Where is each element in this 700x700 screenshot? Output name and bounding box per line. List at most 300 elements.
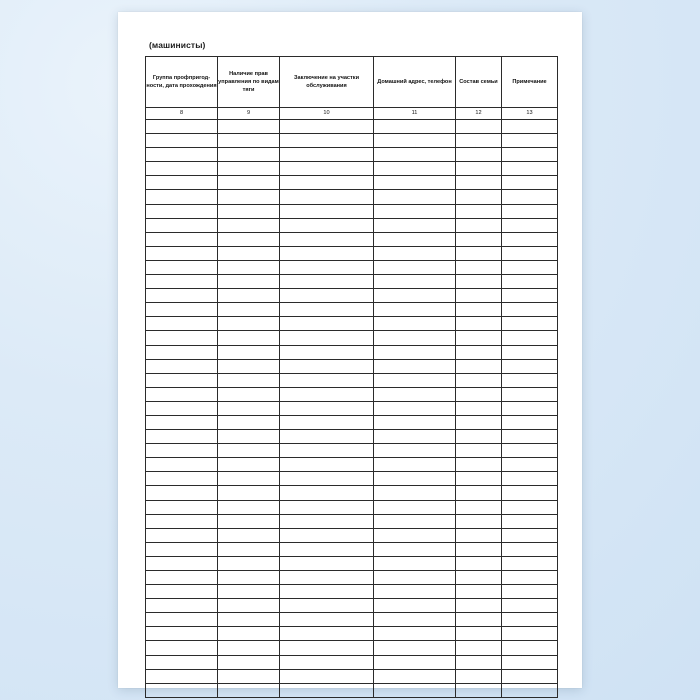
table-cell[interactable]	[280, 317, 374, 331]
table-cell[interactable]	[502, 556, 558, 570]
table-cell[interactable]	[456, 542, 502, 556]
table-cell[interactable]	[456, 486, 502, 500]
column-number-9: 9	[218, 108, 280, 120]
table-row[interactable]	[146, 120, 558, 134]
table-cell[interactable]	[502, 430, 558, 444]
table-cell[interactable]	[218, 317, 280, 331]
table-cell[interactable]	[374, 556, 456, 570]
table-cell[interactable]	[218, 585, 280, 599]
table-cell[interactable]	[456, 472, 502, 486]
table-cell[interactable]	[374, 401, 456, 415]
table-cell[interactable]	[280, 472, 374, 486]
table-cell[interactable]	[146, 303, 218, 317]
table-cell[interactable]	[280, 359, 374, 373]
table-cell[interactable]	[146, 627, 218, 641]
table-row[interactable]	[146, 204, 558, 218]
table-cell[interactable]	[374, 359, 456, 373]
table-cell[interactable]	[218, 458, 280, 472]
table-cell[interactable]	[218, 331, 280, 345]
table-cell[interactable]	[374, 500, 456, 514]
table-cell[interactable]	[218, 345, 280, 359]
table-row[interactable]	[146, 627, 558, 641]
table-cell[interactable]	[280, 542, 374, 556]
table-row[interactable]	[146, 387, 558, 401]
table-cell[interactable]	[280, 303, 374, 317]
table-cell[interactable]	[502, 641, 558, 655]
table-cell[interactable]	[502, 599, 558, 613]
table-cell[interactable]	[502, 387, 558, 401]
table-cell[interactable]	[502, 331, 558, 345]
table-cell[interactable]	[218, 430, 280, 444]
table-cell[interactable]	[146, 514, 218, 528]
table-cell[interactable]	[280, 387, 374, 401]
table-cell[interactable]	[374, 415, 456, 429]
table-cell[interactable]	[502, 669, 558, 683]
table-cell[interactable]	[146, 556, 218, 570]
table-cell[interactable]	[502, 528, 558, 542]
table-cell[interactable]	[456, 232, 502, 246]
table-cell[interactable]	[146, 500, 218, 514]
table-cell[interactable]	[456, 430, 502, 444]
table-cell[interactable]	[280, 669, 374, 683]
table-cell[interactable]	[374, 627, 456, 641]
table-cell[interactable]	[502, 246, 558, 260]
table-cell[interactable]	[146, 190, 218, 204]
table-cell[interactable]	[218, 401, 280, 415]
table-row[interactable]	[146, 289, 558, 303]
table-cell[interactable]	[218, 514, 280, 528]
table-cell[interactable]	[502, 260, 558, 274]
table-cell[interactable]	[502, 176, 558, 190]
table-cell[interactable]	[146, 655, 218, 669]
table-cell[interactable]	[218, 176, 280, 190]
table-cell[interactable]	[280, 148, 374, 162]
table-cell[interactable]	[280, 458, 374, 472]
table-cell[interactable]	[502, 232, 558, 246]
table-cell[interactable]	[146, 641, 218, 655]
table-cell[interactable]	[146, 472, 218, 486]
table-cell[interactable]	[502, 218, 558, 232]
table-cell[interactable]	[280, 120, 374, 134]
table-cell[interactable]	[502, 458, 558, 472]
column-header-4: Домашний адрес, телефон	[374, 57, 456, 108]
table-cell[interactable]	[374, 486, 456, 500]
table-row[interactable]	[146, 599, 558, 613]
table-cell[interactable]	[218, 204, 280, 218]
table-cell[interactable]	[374, 430, 456, 444]
table-cell[interactable]	[218, 444, 280, 458]
table-column-number-row	[146, 108, 558, 120]
table-cell[interactable]	[280, 655, 374, 669]
table-cell[interactable]	[456, 204, 502, 218]
table-cell[interactable]	[374, 190, 456, 204]
table-cell[interactable]	[280, 204, 374, 218]
table-cell[interactable]	[456, 585, 502, 599]
table-row[interactable]	[146, 345, 558, 359]
table-cell[interactable]	[280, 585, 374, 599]
table-cell[interactable]	[146, 148, 218, 162]
table-cell[interactable]	[456, 415, 502, 429]
table-cell[interactable]	[456, 120, 502, 134]
table-cell[interactable]	[456, 401, 502, 415]
table-cell[interactable]	[218, 641, 280, 655]
table-cell[interactable]	[374, 528, 456, 542]
table-row[interactable]	[146, 415, 558, 429]
table-cell[interactable]	[502, 571, 558, 585]
table-cell[interactable]	[456, 373, 502, 387]
table-cell[interactable]	[374, 260, 456, 274]
table-cell[interactable]	[502, 162, 558, 176]
table-cell[interactable]	[502, 585, 558, 599]
table-cell[interactable]	[502, 120, 558, 134]
table-row[interactable]	[146, 359, 558, 373]
table-row[interactable]	[146, 641, 558, 655]
table-cell[interactable]	[374, 148, 456, 162]
table-row[interactable]	[146, 134, 558, 148]
table-cell[interactable]	[146, 669, 218, 683]
table-cell[interactable]	[374, 571, 456, 585]
table-cell[interactable]	[374, 246, 456, 260]
table-cell[interactable]	[456, 683, 502, 697]
table-cell[interactable]	[280, 275, 374, 289]
table-cell[interactable]	[218, 134, 280, 148]
table-cell[interactable]	[218, 359, 280, 373]
document-sheet	[118, 12, 582, 688]
table-cell[interactable]	[146, 683, 218, 697]
table-cell[interactable]	[456, 303, 502, 317]
table-row[interactable]	[146, 148, 558, 162]
table-cell[interactable]	[146, 134, 218, 148]
table-cell[interactable]	[146, 415, 218, 429]
table-cell[interactable]	[502, 289, 558, 303]
table-cell[interactable]	[146, 571, 218, 585]
table-cell[interactable]	[280, 514, 374, 528]
table-cell[interactable]	[374, 317, 456, 331]
table-cell[interactable]	[146, 528, 218, 542]
table-cell[interactable]	[502, 514, 558, 528]
table-cell[interactable]	[456, 345, 502, 359]
table-cell[interactable]	[218, 613, 280, 627]
table-cell[interactable]	[456, 500, 502, 514]
table-cell[interactable]	[218, 260, 280, 274]
table-cell[interactable]	[456, 331, 502, 345]
table-cell[interactable]	[146, 542, 218, 556]
table-cell[interactable]	[502, 317, 558, 331]
table-cell[interactable]	[146, 486, 218, 500]
table-header-row	[146, 57, 558, 108]
table-cell[interactable]	[374, 458, 456, 472]
table-cell[interactable]	[218, 571, 280, 585]
table-cell[interactable]	[280, 415, 374, 429]
table-row[interactable]	[146, 430, 558, 444]
table-cell[interactable]	[502, 303, 558, 317]
table-cell[interactable]	[146, 401, 218, 415]
table-cell[interactable]	[218, 472, 280, 486]
column-header-2: Наличие прав управления по видам тяги	[218, 57, 280, 108]
table-cell[interactable]	[456, 571, 502, 585]
table-cell[interactable]	[374, 641, 456, 655]
table-cell[interactable]	[374, 472, 456, 486]
table-row[interactable]	[146, 444, 558, 458]
table-row[interactable]	[146, 585, 558, 599]
table-cell[interactable]	[218, 246, 280, 260]
table-row[interactable]	[146, 232, 558, 246]
table-cell[interactable]	[280, 641, 374, 655]
table-cell[interactable]	[502, 401, 558, 415]
table-cell[interactable]	[280, 176, 374, 190]
column-number-10: 10	[280, 108, 374, 120]
table-cell[interactable]	[218, 627, 280, 641]
table-cell[interactable]	[218, 542, 280, 556]
table-cell[interactable]	[218, 373, 280, 387]
table-cell[interactable]	[456, 134, 502, 148]
table-cell[interactable]	[218, 669, 280, 683]
table-cell[interactable]	[374, 331, 456, 345]
table-cell[interactable]	[374, 120, 456, 134]
table-cell[interactable]	[146, 373, 218, 387]
table-row[interactable]	[146, 542, 558, 556]
column-number-12: 12	[456, 108, 502, 120]
table-cell[interactable]	[280, 373, 374, 387]
table-cell[interactable]	[218, 387, 280, 401]
table-row[interactable]	[146, 571, 558, 585]
table-cell[interactable]	[502, 148, 558, 162]
table-cell[interactable]	[374, 585, 456, 599]
table-cell[interactable]	[374, 275, 456, 289]
table-cell[interactable]	[374, 514, 456, 528]
table-cell[interactable]	[146, 218, 218, 232]
table-cell[interactable]	[502, 613, 558, 627]
table-cell[interactable]	[218, 486, 280, 500]
table-cell[interactable]	[218, 232, 280, 246]
table-cell[interactable]	[502, 190, 558, 204]
table-row[interactable]	[146, 303, 558, 317]
table-cell[interactable]	[146, 162, 218, 176]
table-row[interactable]	[146, 472, 558, 486]
table-cell[interactable]	[374, 387, 456, 401]
table-cell[interactable]	[146, 345, 218, 359]
table-cell[interactable]	[374, 218, 456, 232]
column-number-13: 13	[502, 108, 558, 120]
table-cell[interactable]	[218, 303, 280, 317]
table-cell[interactable]	[218, 683, 280, 697]
table-cell[interactable]	[146, 387, 218, 401]
table-row[interactable]	[146, 556, 558, 570]
table-cell[interactable]	[280, 613, 374, 627]
table-cell[interactable]	[374, 373, 456, 387]
table-row[interactable]	[146, 162, 558, 176]
table-cell[interactable]	[146, 430, 218, 444]
table-cell[interactable]	[456, 514, 502, 528]
table-cell[interactable]	[502, 444, 558, 458]
table-cell[interactable]	[456, 275, 502, 289]
table-cell[interactable]	[374, 303, 456, 317]
table-cell[interactable]	[456, 176, 502, 190]
table-cell[interactable]	[146, 359, 218, 373]
table-cell[interactable]	[146, 176, 218, 190]
table-cell[interactable]	[280, 486, 374, 500]
table-row[interactable]	[146, 528, 558, 542]
table-cell[interactable]	[218, 218, 280, 232]
table-cell[interactable]	[374, 669, 456, 683]
table-cell[interactable]	[146, 599, 218, 613]
table-cell[interactable]	[280, 599, 374, 613]
table-cell[interactable]	[456, 556, 502, 570]
table-cell[interactable]	[374, 232, 456, 246]
table-cell[interactable]	[218, 190, 280, 204]
table-cell[interactable]	[502, 373, 558, 387]
table-cell[interactable]	[280, 500, 374, 514]
table-cell[interactable]	[456, 190, 502, 204]
table-row[interactable]	[146, 613, 558, 627]
table-cell[interactable]	[374, 204, 456, 218]
table-cell[interactable]	[374, 542, 456, 556]
table-row[interactable]	[146, 500, 558, 514]
table-cell[interactable]	[374, 289, 456, 303]
table-cell[interactable]	[218, 148, 280, 162]
table-cell[interactable]	[280, 556, 374, 570]
table-row[interactable]	[146, 331, 558, 345]
table-cell[interactable]	[456, 317, 502, 331]
table-cell[interactable]	[456, 655, 502, 669]
table-cell[interactable]	[280, 190, 374, 204]
table-cell[interactable]	[146, 289, 218, 303]
table-row[interactable]	[146, 275, 558, 289]
table-cell[interactable]	[502, 415, 558, 429]
table-cell[interactable]	[456, 444, 502, 458]
table-cell[interactable]	[280, 444, 374, 458]
table-cell[interactable]	[456, 669, 502, 683]
table-cell[interactable]	[280, 571, 374, 585]
table-cell[interactable]	[456, 528, 502, 542]
table-row[interactable]	[146, 260, 558, 274]
table-cell[interactable]	[502, 500, 558, 514]
table-cell[interactable]	[502, 542, 558, 556]
table-cell[interactable]	[456, 359, 502, 373]
table-cell[interactable]	[374, 613, 456, 627]
table-cell[interactable]	[374, 176, 456, 190]
table-cell[interactable]	[146, 317, 218, 331]
table-cell[interactable]	[502, 275, 558, 289]
table-cell[interactable]	[374, 444, 456, 458]
table-cell[interactable]	[146, 613, 218, 627]
table-cell[interactable]	[218, 289, 280, 303]
table-cell[interactable]	[218, 415, 280, 429]
table-row[interactable]	[146, 655, 558, 669]
table-cell[interactable]	[456, 148, 502, 162]
table-cell[interactable]	[280, 218, 374, 232]
table-cell[interactable]	[456, 289, 502, 303]
table-cell[interactable]	[218, 655, 280, 669]
column-header-1: Группа профпригод-ности, дата прохождения	[146, 57, 218, 108]
table-cell[interactable]	[502, 204, 558, 218]
document-content	[145, 40, 557, 698]
table-cell[interactable]	[280, 289, 374, 303]
table-cell[interactable]	[280, 430, 374, 444]
table-cell[interactable]	[280, 345, 374, 359]
table-cell[interactable]	[218, 162, 280, 176]
table-cell[interactable]	[280, 260, 374, 274]
table-cell[interactable]	[374, 345, 456, 359]
table-cell[interactable]	[456, 627, 502, 641]
table-cell[interactable]	[502, 486, 558, 500]
table-cell[interactable]	[502, 683, 558, 697]
table-cell[interactable]	[502, 345, 558, 359]
table-cell[interactable]	[146, 331, 218, 345]
table-cell[interactable]	[456, 218, 502, 232]
table-cell[interactable]	[456, 387, 502, 401]
table-row[interactable]	[146, 514, 558, 528]
table-row[interactable]	[146, 373, 558, 387]
table-cell[interactable]	[218, 528, 280, 542]
table-cell[interactable]	[280, 246, 374, 260]
table-cell[interactable]	[502, 359, 558, 373]
table-row[interactable]	[146, 190, 558, 204]
table-cell[interactable]	[280, 401, 374, 415]
table-row[interactable]	[146, 317, 558, 331]
table-cell[interactable]	[146, 260, 218, 274]
table-row[interactable]	[146, 246, 558, 260]
table-cell[interactable]	[146, 232, 218, 246]
table-row[interactable]	[146, 458, 558, 472]
table-cell[interactable]	[146, 120, 218, 134]
table-cell[interactable]	[218, 556, 280, 570]
table-cell[interactable]	[456, 260, 502, 274]
table-row[interactable]	[146, 218, 558, 232]
table-cell[interactable]	[374, 655, 456, 669]
table-row[interactable]	[146, 683, 558, 697]
table-cell[interactable]	[218, 599, 280, 613]
table-cell[interactable]	[218, 275, 280, 289]
table-row[interactable]	[146, 401, 558, 415]
table-cell[interactable]	[374, 683, 456, 697]
table-cell[interactable]	[280, 528, 374, 542]
table-cell[interactable]	[146, 585, 218, 599]
table-cell[interactable]	[280, 134, 374, 148]
table-cell[interactable]	[502, 655, 558, 669]
table-row[interactable]	[146, 486, 558, 500]
table-cell[interactable]	[146, 246, 218, 260]
column-header-3: Заключение на участки обслуживания	[280, 57, 374, 108]
table-cell[interactable]	[280, 162, 374, 176]
table-row[interactable]	[146, 669, 558, 683]
document-caption: (машинисты)	[149, 40, 206, 50]
table-cell[interactable]	[502, 627, 558, 641]
table-cell[interactable]	[374, 134, 456, 148]
table-cell[interactable]	[456, 246, 502, 260]
table-cell[interactable]	[374, 599, 456, 613]
table-cell[interactable]	[280, 331, 374, 345]
table-cell[interactable]	[146, 458, 218, 472]
table-cell[interactable]	[146, 444, 218, 458]
table-cell[interactable]	[280, 683, 374, 697]
table-cell[interactable]	[218, 500, 280, 514]
table-row[interactable]	[146, 176, 558, 190]
table-cell[interactable]	[280, 232, 374, 246]
table-cell[interactable]	[456, 641, 502, 655]
table-cell[interactable]	[502, 134, 558, 148]
table-cell[interactable]	[456, 162, 502, 176]
table-cell[interactable]	[456, 458, 502, 472]
table-cell[interactable]	[456, 613, 502, 627]
table-cell[interactable]	[218, 120, 280, 134]
table-cell[interactable]	[146, 275, 218, 289]
table-cell[interactable]	[456, 599, 502, 613]
table-cell[interactable]	[502, 472, 558, 486]
table-cell[interactable]	[280, 627, 374, 641]
table-cell[interactable]	[146, 204, 218, 218]
table-cell[interactable]	[374, 162, 456, 176]
